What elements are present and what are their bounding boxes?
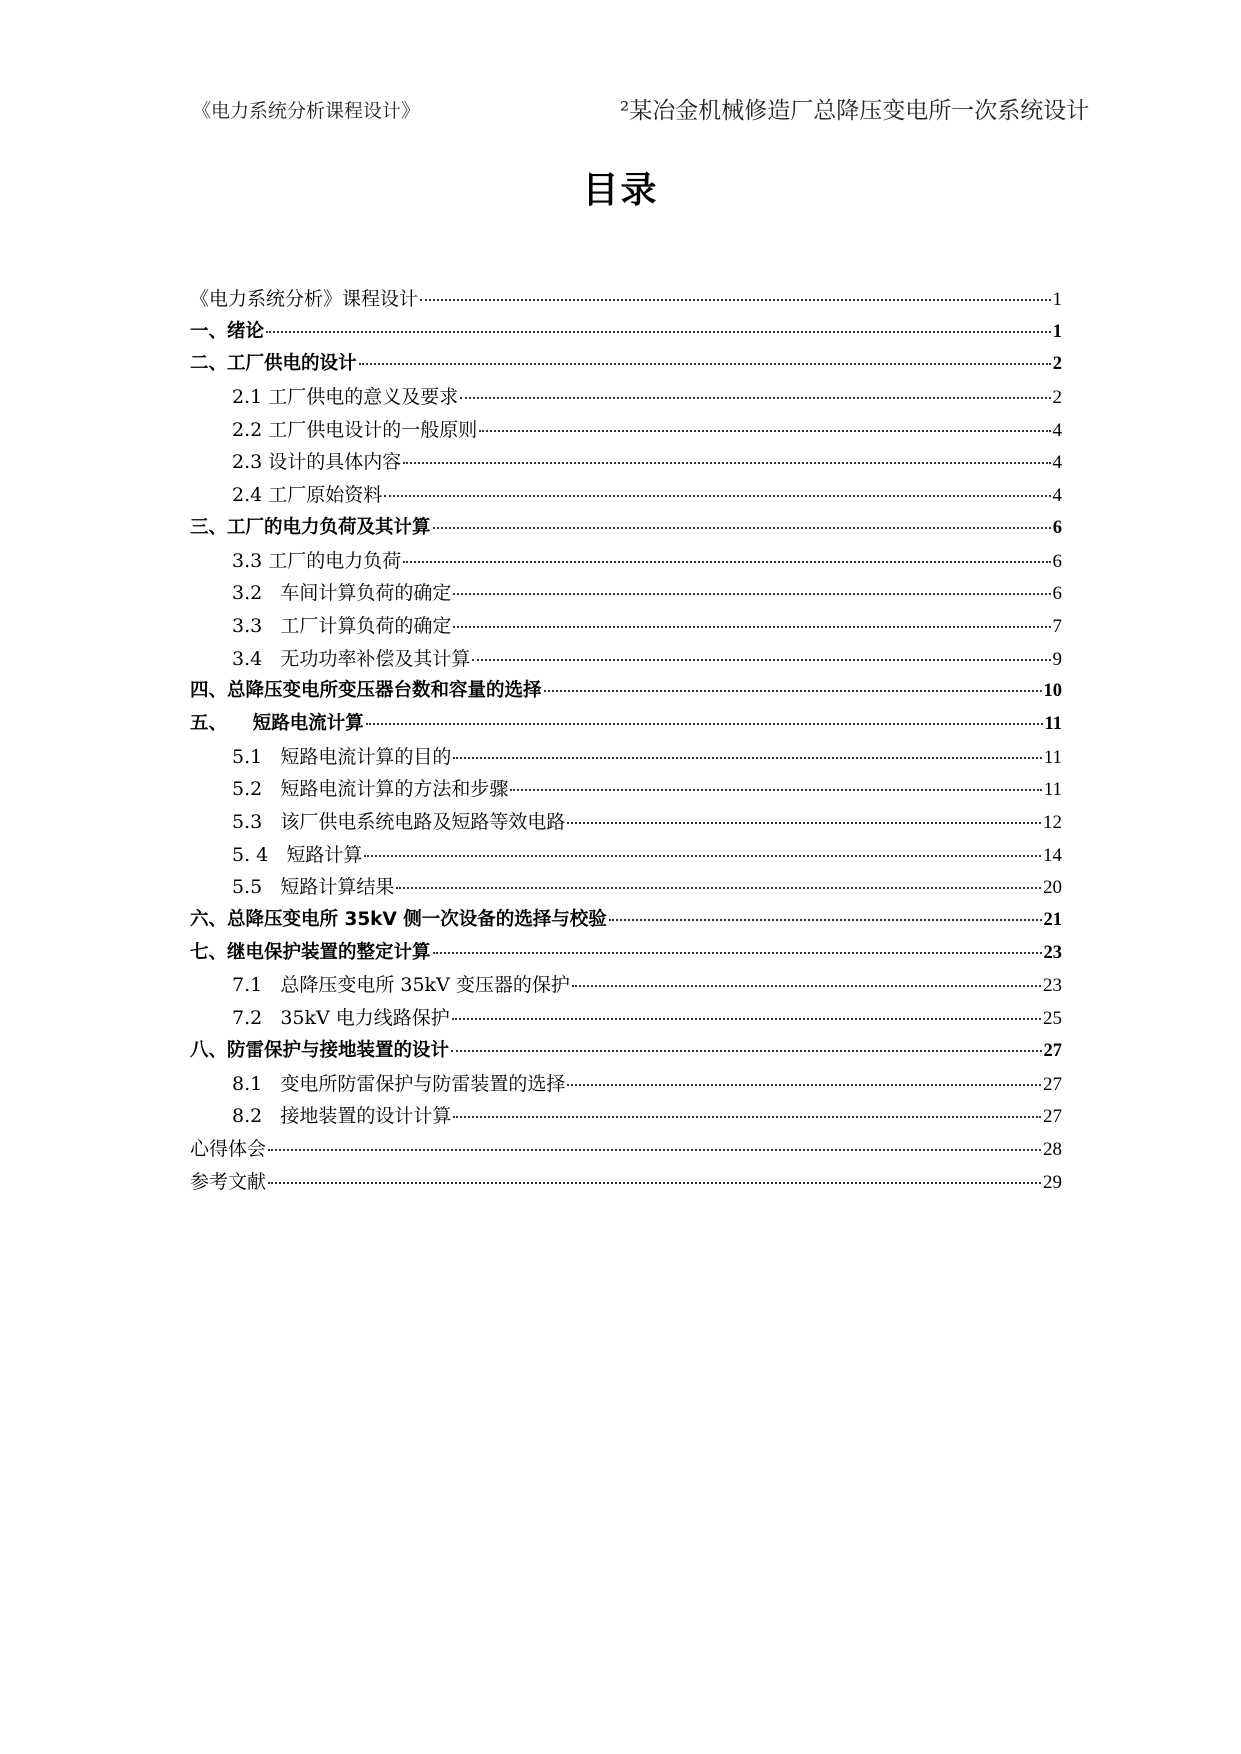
toc-entry-page-number: 29	[1043, 1171, 1062, 1193]
toc-entry-page-number: 28	[1043, 1138, 1062, 1160]
toc-entry-page-number: 6	[1052, 583, 1062, 605]
toc-entry-page-number: 23	[1043, 942, 1062, 963]
toc-entry-page-number: 20	[1043, 877, 1062, 899]
toc-dot-leader	[433, 527, 1051, 529]
toc-entry-page-number: 27	[1043, 1040, 1062, 1061]
toc-entry-page-number: 6	[1052, 517, 1062, 538]
toc-entry[interactable]	[190, 611, 1062, 644]
toc-dot-leader	[268, 1182, 1041, 1184]
toc-entry-page-number: 27	[1043, 1106, 1062, 1128]
toc-dot-leader	[384, 495, 1050, 497]
toc-dot-leader	[453, 1116, 1041, 1118]
toc-entry-label: 七、继电保护装置的整定计算	[190, 941, 431, 963]
toc-dot-leader	[366, 723, 1043, 725]
toc-entry-label: 7.1 总降压变电所 35kV 变压器的保护	[232, 974, 570, 997]
toc-entry[interactable]	[190, 480, 1062, 513]
toc-dot-leader	[420, 299, 1050, 301]
toc-entry[interactable]	[190, 1069, 1062, 1102]
toc-entry-page-number: 4	[1052, 452, 1062, 474]
toc-entry-page-number: 11	[1043, 746, 1062, 768]
toc-dot-leader	[609, 919, 1042, 921]
toc-entry[interactable]	[190, 644, 1062, 677]
toc-dot-leader	[453, 626, 1050, 628]
toc-entry[interactable]	[190, 513, 1062, 546]
toc-entry-label: 参考文献	[190, 1170, 267, 1193]
toc-entry-page-number: 7	[1052, 615, 1062, 637]
toc-entry-page-number: 11	[1044, 713, 1062, 734]
toc-entry-label: 8.1 变电所防雷保护与防雷装置的选择	[232, 1072, 566, 1095]
toc-dot-leader	[572, 985, 1041, 987]
toc-dot-leader	[544, 690, 1042, 692]
toc-entry[interactable]	[190, 742, 1062, 775]
toc-dot-leader	[452, 1018, 1041, 1020]
toc-entry-label: 5.2 短路电流计算的方法和步骤	[232, 778, 509, 801]
toc-entry-page-number: 25	[1043, 1008, 1062, 1030]
toc-entry[interactable]	[190, 970, 1062, 1003]
toc-dot-leader	[451, 1050, 1041, 1052]
toc-entry-page-number: 27	[1043, 1073, 1062, 1095]
table-of-contents	[190, 284, 1062, 1199]
toc-dot-leader	[396, 887, 1041, 889]
toc-dot-leader	[268, 1149, 1041, 1151]
toc-entry[interactable]	[190, 676, 1062, 709]
toc-entry-page-number: 1	[1052, 321, 1062, 342]
toc-entry-label: 2.4 工厂原始资料	[232, 484, 383, 507]
toc-entry[interactable]	[190, 382, 1062, 415]
toc-entry[interactable]	[190, 578, 1062, 611]
toc-entry-page-number: 14	[1043, 844, 1062, 866]
toc-entry-label: 2.2 工厂供电设计的一般原则	[232, 418, 478, 441]
toc-entry-label: 7.2 35kV 电力线路保护	[232, 1007, 450, 1030]
toc-entry-label: 心得体会	[190, 1137, 267, 1160]
toc-dot-leader	[433, 952, 1042, 954]
toc-entry[interactable]	[190, 447, 1062, 480]
toc-entry[interactable]	[190, 774, 1062, 807]
toc-entry-page-number: 21	[1043, 910, 1062, 931]
toc-entry[interactable]	[190, 938, 1062, 971]
header-right-text: ²某冶金机械修造厂总降压变电所一次系统设计	[620, 98, 1090, 124]
toc-entry-label: 《电力系统分析》课程设计	[190, 288, 419, 310]
toc-entry-label: 五、 短路电流计算	[190, 712, 364, 734]
toc-dot-leader	[359, 363, 1051, 365]
toc-dot-leader	[453, 757, 1041, 759]
toc-dot-leader	[403, 561, 1050, 563]
toc-entry-page-number: 9	[1052, 648, 1062, 670]
toc-dot-leader	[567, 1084, 1041, 1086]
toc-entry[interactable]	[190, 840, 1062, 873]
toc-entry[interactable]	[190, 807, 1062, 840]
toc-entry-label: 六、总降压变电所 35kV 侧一次设备的选择与校验	[190, 909, 607, 931]
toc-entry[interactable]	[190, 1003, 1062, 1036]
toc-dot-leader	[460, 397, 1050, 399]
toc-entry-page-number: 2	[1052, 354, 1062, 375]
toc-entry[interactable]	[190, 905, 1062, 938]
toc-entry-label: 2.1 工厂供电的意义及要求	[232, 386, 459, 409]
toc-entry-label: 3.3 工厂的电力负荷	[232, 549, 402, 572]
toc-entry-label: 8.2 接地装置的设计计算	[232, 1105, 452, 1128]
toc-entry-page-number: 4	[1052, 485, 1062, 507]
toc-entry-page-number: 6	[1052, 550, 1062, 572]
toc-entry[interactable]	[190, 317, 1062, 350]
toc-entry-page-number: 4	[1052, 419, 1062, 441]
toc-dot-leader	[364, 855, 1041, 857]
toc-entry-label: 二、工厂供电的设计	[190, 353, 357, 375]
toc-entry-page-number: 23	[1043, 975, 1062, 997]
toc-entry[interactable]	[190, 284, 1062, 317]
toc-entry-label: 3.3 工厂计算负荷的确定	[232, 614, 452, 637]
header-left-text: 《电力系统分析课程设计》	[192, 100, 421, 122]
toc-entry-label: 5.1 短路电流计算的目的	[232, 745, 452, 768]
toc-entry[interactable]	[190, 709, 1062, 742]
toc-entry-label: 5.5 短路计算结果	[232, 876, 395, 899]
toc-entry[interactable]	[190, 1036, 1062, 1069]
toc-entry[interactable]	[190, 546, 1062, 579]
toc-entry-label: 三、工厂的电力负荷及其计算	[190, 516, 431, 538]
page-title: 目录	[582, 170, 659, 211]
toc-dot-leader	[453, 593, 1050, 595]
toc-dot-leader	[472, 659, 1050, 661]
toc-dot-leader	[479, 430, 1050, 432]
toc-entry[interactable]	[190, 1167, 1062, 1200]
toc-entry[interactable]	[190, 415, 1062, 448]
toc-entry-page-number: 2	[1052, 387, 1062, 409]
toc-dot-leader	[266, 331, 1051, 333]
toc-entry-page-number: 1	[1052, 289, 1062, 310]
toc-entry-label: 5. 4 短路计算	[232, 843, 363, 866]
toc-entry-label: 2.3 设计的具体内容	[232, 451, 402, 474]
toc-dot-leader	[403, 462, 1050, 464]
toc-entry[interactable]	[190, 872, 1062, 905]
toc-entry[interactable]	[190, 1101, 1062, 1134]
toc-entry[interactable]	[190, 349, 1062, 382]
toc-entry-page-number: 11	[1043, 779, 1062, 801]
toc-entry-label: 3.4 无功功率补偿及其计算	[232, 647, 471, 670]
toc-entry-label: 一、绪论	[190, 320, 265, 342]
toc-dot-leader	[510, 789, 1041, 791]
toc-entry-label: 八、防雷保护与接地装置的设计	[190, 1039, 450, 1061]
toc-entry-label: 四、总降压变电所变压器台数和容量的选择	[190, 680, 542, 702]
toc-entry-page-number: 12	[1043, 812, 1062, 833]
toc-entry-label: 3.2 车间计算负荷的确定	[232, 582, 452, 605]
toc-entry-page-number: 10	[1043, 681, 1062, 702]
toc-entry[interactable]	[190, 1134, 1062, 1167]
toc-entry-label: 5.3 该厂供电系统电路及短路等效电路	[232, 811, 566, 833]
toc-dot-leader	[567, 822, 1041, 824]
